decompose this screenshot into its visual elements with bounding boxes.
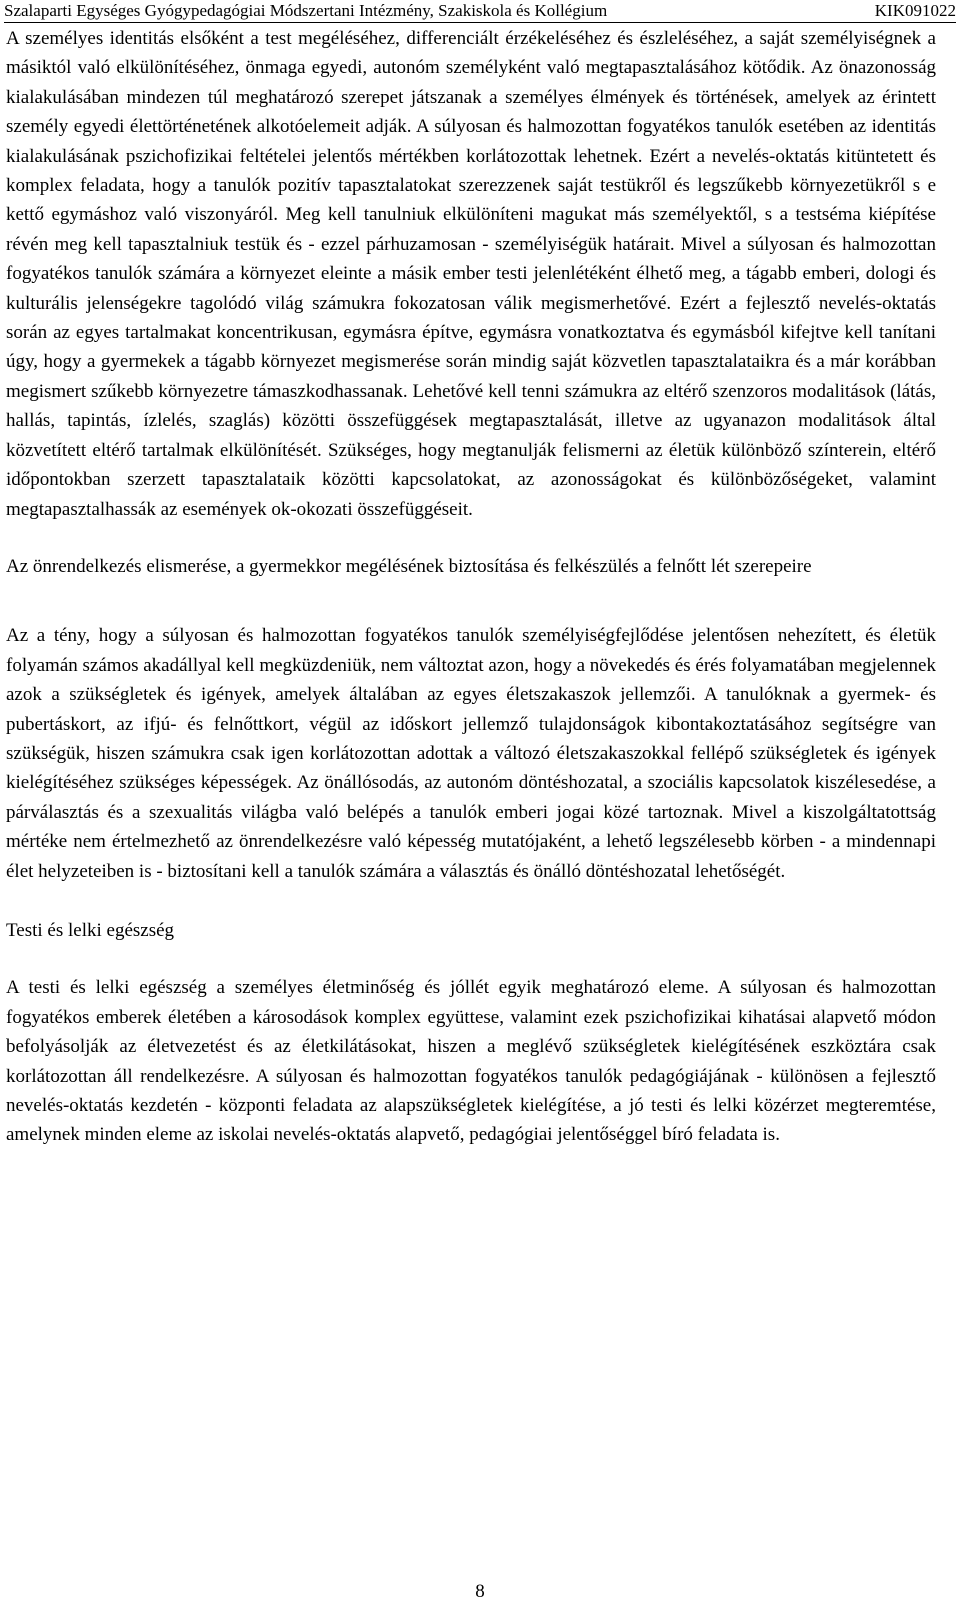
paragraph-self-determination: Az a tény, hogy a súlyosan és halmozottan fogyatékos tanulók személyiségfejlődése jelentősen nehezített, és életük folyamán számos akadállyal kell megküzdeniük, nem változtat azon, hogy a növekedés és érés folyamatában megjelennek azok a szükségletek és igények, amelyek általában az egyes életszakaszok jellemzői. A tanulóknak a gyermek- és pubertáskort, az ifjú- és felnőttkort, végül az időskort jellemző tulajdonságok kibontakoztatásához segítségre van szükségük, hiszen számukra csak igen korlátozottan adottak a változó életszakaszokkal fellépő szükségletek és igények kielégítéséhez szükséges képességek. Az önállósodás, az autonóm döntéshozatal, a szociális kapcsolatok kiszélesedése, a párválasztás és a szexualitás világba való belépés a tanulók emberi jogai közé tartoznak. Mivel a kiszolgáltatottság mértéke nem értelmezhető az önrendelkezésre való képesség mutatójaként, a lehető legszélesebb körben - a mindennapi élet helyzeteiben is - biztosítani kell a tanulók számára a választás és önálló döntéshozatal lehetőségét. xyxy=(6,625,936,882)
paragraph-health: A testi és lelki egészség a személyes életminőség és jóllét egyik meghatározó eleme. A súlyosan és halmozottan fogyatékos emberek életében a károsodások komplex együttese, valamint ezek pszichofizikai kihatásai alapvető módon befolyásolják az életvezetést és az életkilátásokat, hiszen a meglévő szükségletek kielégítésének eszköztára csak korlátozottan áll rendelkezésre. A súlyosan és halmozottan fogyatékos tanulók pedagógiájának - különösen a fejlesztő nevelés-oktatás kezdetén - központi feladata az alapszükségletek kielégítése, a jó testi és lelki közérzet megteremtése, amelynek minden eleme az iskolai nevelés-oktatás alapvető, pedagógiai jelentőséggel bíró feladata is. xyxy=(6,977,936,1146)
page-number: 8 xyxy=(475,1581,485,1602)
header-institution: Szalaparti Egységes Gyógypedagógiai Módszertani Intézmény, Szakiskola és Kollégium xyxy=(4,1,608,20)
section-heading-self-determination: Az önrendelkezés elismerése, a gyermekkor megélésének biztosítása és felkészülés a felnőtt lét szerepeire xyxy=(6,555,812,577)
section-heading-health: Testi és lelki egészség xyxy=(6,919,175,941)
page-header xyxy=(4,0,956,23)
paragraph-identity: A személyes identitás elsőként a test megéléséhez, differenciált érzékeléséhez és észleléséhez, a saját személyiségnek a másiktól való elkülönítéséhez, önmaga egyedi, autonóm személyként való megtapasztalásához kötődik. Az önazonosság kialakulásában mindezen túl meghatározó szerepet játszanak a személyes élmények és történések, amelyek az érintett személy egyedi élettörténetének alkotóelemeit adják. A súlyosan és halmozottan fogyatékos tanulók esetében az identitás kialakulásának pszichofizikai feltételei jelentős mértékben korlátozottak lehetnek. Ezért a nevelés-oktatás kitüntetett és komplex feladata, hogy a tanulók pozitív tapasztalatokat szerezzenek saját testükről és legszűkebb környezetükről s e kettő egymáshoz való viszonyáról. Meg kell tanulniuk elkülöníteni magukat más személyektől, s a testséma kiépítése révén meg kell tapasztalniuk testük és - ezzel párhuzamosan - személyiségük határait. Mivel a súlyosan és halmozottan fogyatékos tanulók számára a környezet eleinte a másik ember testi jelenlétéként élhető meg, a tágabb emberi, dologi és kulturális jelenségekre tagolódó világ számukra fokozatosan válik megismerhetővé. Ezért a fejlesztő nevelés-oktatás során az egyes tartalmakat koncentrikusan, egymásra építve, egymásra vonatkoztatva és egymásból kifejtve kell tanítani úgy, hogy a gyermekek a tágabb környezet megismerése során mindig saját közvetlen tapasztalataikra és a már korábban megismert szűkebb környezetre támaszkodhassanak. Lehetővé kell tenni számukra az eltérő szenzoros modalitások (látás, hallás, tapintás, ízlelés, szaglás) közötti összefüggések megtapasztalását, illetve az ugyanazon modalitások által közvetített eltérő tartalmak elkülönítését. Szükséges, hogy megtanulják felismerni az életük különböző színterein, eltérő időpontokban szerzett tapasztalataik közötti kapcsolatokat, az azonosságokat és különbözőségeket, valamint megtapasztalhassák az események ok-okozati összefüggéseit. xyxy=(6,28,936,520)
header-code: KIK091022 xyxy=(874,1,956,20)
document-body xyxy=(6,24,936,1150)
